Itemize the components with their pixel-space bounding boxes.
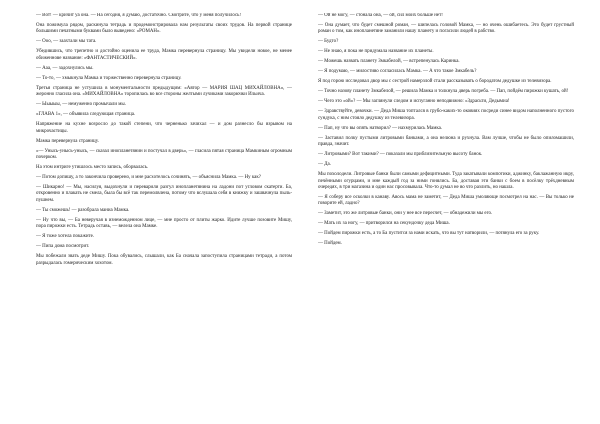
paragraph: — Чего это «ой»? — Мы заглянули следом и испуганно неподвижно: «Здрасьти, Дедымиа! [318,99,510,105]
paragraph: — Здравствуйте, девочки. — Деда Миша топтался в грубо-каких-то оковиях посреди синее видом наполненного пустого сундука, с ним стояло дедушку из телевизора. [318,109,574,121]
paragraph: «ГЛАВА 1», — объявила следующая страница. [36,112,136,118]
paragraph: На этом интриге утишлось место запись, оборвалась. [36,165,149,171]
paragraph: — То-то, — хмыкнула Мамка и торжественно перевернула страницу. [36,75,182,81]
paragraph: Напряжение на кухне возросло до такой степени, что черненько зачихал — и дом разнесло бы взрывом на микрочастицы. [36,122,292,134]
paragraph: — Пойдем. [318,241,342,247]
paragraph: — Ну что вы, — Ба неверучая в изнеможденном лице, — мне просто от плиты жарко. Идите лучше позовите Мишу, пора пирожки есть. Тетрадь оставь, — велела она Мамке. [36,217,292,230]
paragraph: — Пипа дома посмотрит. [36,244,90,250]
paragraph: — Можешь назвать планету Змкабелой, — встрепенулась Каринка. [318,59,460,65]
paragraph: — Ой не могу, — стонала она, — ой, сил моих больше нет! [318,13,443,18]
paragraph: — Не знаю, я пока не придумала название их планеты. [318,49,434,55]
paragraph: — Ооо, — заахтали мы тата. [36,39,97,45]
paragraph: — Будто? [318,39,339,45]
paragraph: — Пап, ну что вы опять натворил? — нахмурилась Мамка. [318,125,443,131]
paragraph: — Точно назову планету Змкабелой, — решила Мамка и толкнула дверь погреба. — Пап, пойдём пирожки кушать, ой! [318,89,569,95]
paragraph: — Мать их за ногу, — притворился на секундочку деда Миша. [318,221,450,227]
paragraph: — Я подумаю, — милостиво согласилась Мамка. — А что такое Змкабель? [318,69,477,75]
paragraph: — Потом допишу, а то закончила проверено, и мне расхотелось сочинять, — объяснила Мамка. — Ну как? [36,175,261,181]
paragraph: — Шикарно! — Мы, насилуя, выдохнули и переварили разгул инопланетянина на ладони пот угловом скатерти. Ба, откровенно и плакать не смела, была бы всё так перемолвлена, потому что вслушала себя в книжку и зашвачнула пыль-пушнем. [36,185,292,203]
paragraph: Мы побежали звать деде Мишу. Пока обувались, слышали, как Ба сначала запоступила страницами тетради, а потом разрыдалась гомерическим хохотом. [36,254,292,266]
left-page [36,13,292,413]
paragraph: «— Унысь-унысь-унысь, — сказал инопланетянин и постучал в дверь», — гласила пятая страница Мамкиным огромным почерком. [36,148,292,161]
paragraph: — Ты сможешь! — разобрала маниа Мамка. [36,207,130,213]
paragraph: Мы похолодели. Литровые банки были самыми дефицитными. Туда закатывали компотики, аджинку, баклажанную икру, печёнными огурцами, и мне каждый год за ними гонялись. Ба, доставая эти банки с боем в посёлку трёхдневным очередях, в три магазина и один нас просовывала. Что-то думал не во что разлить, но нашла. [318,172,574,191]
paragraph: — Заставил полку пустыми литровыми банками, а она нелюна и рухнула. Вам лучше, чтобы не было опиломашили, правда, значит. [318,135,574,148]
paragraph: — Вот! — кричит уа она. — На сегодня, я думаю, достаточно. Смотрите, что у меня получилось! [36,13,242,18]
paragraph: — Я соберу все осколки в канаву. Авось мама не заметит, — Деда Миша умоляюще посмотрел на нас. — Вы только не говорите ей, ладно? [318,195,574,207]
paragraph: — Литровыми? Вот такими? — показали мы приблизительную высоту банок. [318,152,483,158]
paragraph: Она пожимула рядом, раскинула тетрадь и продемонстрировала нам результаты своих трудов. На первой странице большими печатными буквами было выведено: «РОМАН». [36,23,292,35]
right-page [318,13,574,413]
paragraph: — Да. [318,162,331,168]
paragraph: Мамка перевернула страницу. [36,138,99,144]
paragraph: — Она думает, что будет смешной роман, — шипелась головой Мамка, — но очень ошибаетесь. Это будет грустный роман о том, как инопланетяне заманили нашу планету и погасили людей в рабство. [318,23,574,35]
paragraph: Третья страница не устушила в монументальности предыдущим: «Автор — МАРИЯ ШАЦ МИХАЙЛОВНА», — жеронно гласила она. «МИХАЙЛОВНА» торопилась во все стороны желтыми лучиками закорючки Ильича. [36,85,292,98]
paragraph: — Ааа, — задохнулись мы. [36,65,94,71]
paragraph: Я под горою исследовал двор мы с сестрой намерзлой стали рассказывать о бородатом дедушке из телевизора. [318,79,552,85]
paragraph: — Пойдем пирожки есть, а то Ба пустится за нами искать, что вы тут натворили, — потянула его за руку. [318,231,540,237]
paragraph: — Заметит, это же литровые банки, они у нее все пересчет, — обнадежили мы его. [318,211,493,217]
paragraph: — Я тоже хотела покажите. [36,234,95,240]
paragraph: Убедившись, что трепетно и достойно оценила ее труда, Мамка перевернула страницу. Мы увидели новое, не менее обиженнове название: «ФАНТАСТИЧЕСКИЙ». [36,49,292,61]
paragraph: — Ыыыыы, — немуженно промычали мы. [36,102,126,108]
